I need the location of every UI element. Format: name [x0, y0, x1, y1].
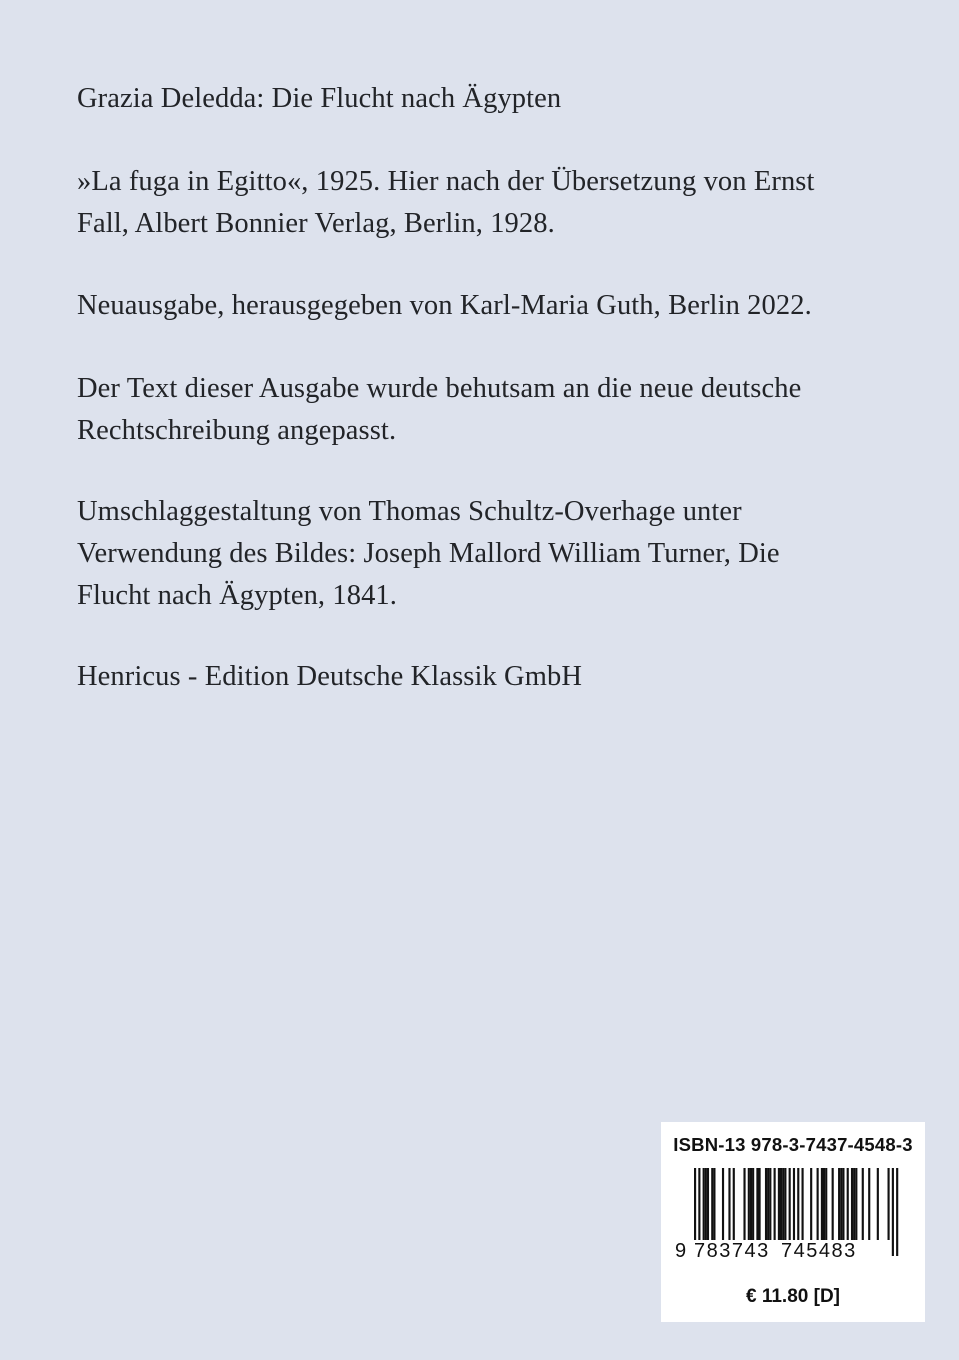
title-line	[77, 78, 917, 120]
spelling-note	[77, 368, 917, 452]
source-note	[77, 161, 917, 245]
barcode-bar	[855, 1168, 857, 1240]
barcode-digits-left: 783743	[694, 1240, 770, 1262]
barcode-bar	[782, 1168, 784, 1240]
barcode-bar	[877, 1168, 879, 1240]
spelling-note-line-2: Rechtschreibung angepasst.	[77, 415, 397, 446]
barcode-bar	[840, 1168, 842, 1240]
publisher-line	[77, 656, 917, 698]
barcode-bar	[778, 1168, 780, 1240]
title-line-text: Grazia Deledda: Die Flucht nach Ägypten	[77, 83, 562, 114]
barcode-bar	[767, 1168, 769, 1240]
barcode-bar	[817, 1168, 819, 1240]
barcode-bar	[888, 1168, 890, 1240]
barcode-bar	[896, 1168, 898, 1256]
edition-note	[77, 285, 917, 327]
barcode-bar	[851, 1168, 853, 1240]
barcode-bar	[722, 1168, 724, 1240]
barcode-bar	[821, 1168, 823, 1240]
edition-note-text: Neuausgabe, herausgegeben von Karl-Maria Guth, Berlin 2022.	[77, 290, 812, 321]
barcode-bar	[765, 1168, 767, 1240]
barcode-bar	[832, 1168, 834, 1240]
barcode-bar	[707, 1168, 709, 1240]
cover-credit-line-3: Flucht nach Ägypten, 1841.	[77, 580, 398, 611]
barcode-digit-first: 9	[675, 1240, 687, 1262]
price-label: € 11.80 [D]	[746, 1286, 840, 1307]
barcode-bar	[789, 1168, 791, 1240]
barcode-bar	[743, 1168, 745, 1240]
barcode-bar	[868, 1168, 870, 1240]
barcode-bar	[769, 1168, 771, 1240]
barcode-bar	[823, 1168, 825, 1240]
barcode-bar	[728, 1168, 730, 1240]
source-note-line-1: »La fuga in Egitto«, 1925. Hier nach der Übersetzung von Ernst	[77, 166, 815, 197]
barcode-bar	[748, 1168, 750, 1240]
barcode-bar	[713, 1168, 715, 1240]
barcode-bar	[752, 1168, 754, 1240]
barcode-bar	[802, 1168, 804, 1240]
isbn-label: ISBN-13 978-3-7437-4548-3	[673, 1134, 913, 1155]
barcode-bar	[703, 1168, 705, 1240]
barcode-bar	[838, 1168, 840, 1240]
barcode-bar	[842, 1168, 844, 1240]
isbn-barcode-box	[661, 1122, 925, 1322]
barcode-bar	[780, 1168, 782, 1240]
barcode-bar	[862, 1168, 864, 1240]
barcode-bar	[733, 1168, 735, 1240]
cover-credit-line-2: Verwendung des Bildes: Joseph Mallord William Turner, Die	[77, 538, 780, 569]
barcode-bar	[774, 1168, 776, 1240]
barcode-bar	[784, 1168, 786, 1240]
barcode-bar	[711, 1168, 713, 1240]
spelling-note-line-1: Der Text dieser Ausgabe wurde behutsam an die neue deutsche	[77, 373, 802, 404]
barcode-bar	[705, 1168, 707, 1240]
cover-credit-line-1: Umschlaggestaltung von Thomas Schultz-Overhage unter	[77, 496, 742, 527]
barcode-bar	[750, 1168, 752, 1240]
barcode-bar	[759, 1168, 761, 1240]
barcode-digits-right: 745483	[781, 1240, 857, 1262]
barcode-bar	[853, 1168, 855, 1240]
cover-credit	[77, 491, 917, 617]
barcode-bar	[825, 1168, 827, 1240]
barcode-bar	[756, 1168, 758, 1240]
source-note-line-2: Fall, Albert Bonnier Verlag, Berlin, 1928.	[77, 208, 555, 239]
barcode-bar	[892, 1168, 894, 1256]
publisher-line-text: Henricus - Edition Deutsche Klassik GmbH	[77, 661, 583, 692]
barcode-bar	[847, 1168, 849, 1240]
barcode-bar	[810, 1168, 812, 1240]
